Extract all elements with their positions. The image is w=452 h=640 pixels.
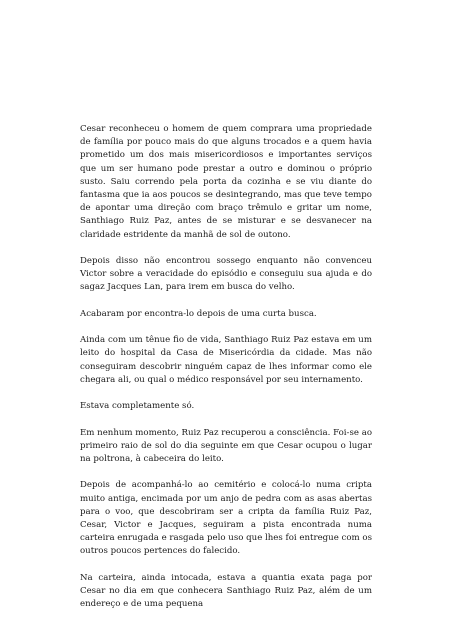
paragraph: Cesar reconheceu o homem de quem comprara uma propriedade de família por pouco mais do que alguns trocados e a quem havia prometido um dos mais misericordiosos e importantes serviços que um ser humano pode prestar a outro e dominou o próprio susto. Saiu correndo pela porta da cozinha e se viu diante do fantasma que ia aos poucos se desintegrando, mas que teve tempo de apontar uma direção com braço trêmulo e gritar um nome, Santhiago Ruiz Paz, antes de se misturar e se desvanecer na claridade estridente da manhã de sol de outono. (80, 124, 372, 240)
paragraph: Acabaram por encontra-lo depois de uma curta busca. (80, 308, 317, 319)
paragraph: Depois disso não encontrou sossego enquanto não convenceu Victor sobre a veracidade do episódio e conseguiu sua ajuda e do sagaz Jacques Lan, para irem em busca do velho. (80, 256, 372, 293)
paragraph: Estava completamente só. (80, 401, 195, 412)
paragraph: Na carteira, ainda intocada, estava a quantia exata paga por Cesar no dia em que conhecera Santhiago Ruiz Paz, além de um endereço e de uma pequena (80, 572, 372, 610)
paragraph: Depois de acompanhá-lo ao cemitério e colocá-lo numa cripta muito antiga, encimada por um anjo de pedra com as asas abertas para o voo, que descobriram ser a cripta da família Ruiz Paz, Cesar, Victor e Jacques, seguiram a pista encontrada numa carteira enrugada e rasgada pelo uso que lhes foi entregue com os outros poucos pertences do falecido. (80, 480, 372, 557)
paragraph: Em nenhum momento, Ruiz Paz recuperou a consciência. Foi-se ao primeiro raio de sol do dia seguinte em que Cesar ocupou o lugar na poltrona, à cabeceira do leito. (80, 427, 372, 464)
body-text (80, 123, 372, 625)
paragraph: Ainda com um tênue fio de vida, Santhiago Ruiz Paz estava em um leito do hospital da Casa de Misericórdia da cidade. Mas não conseguiram descobrir ninguém capaz de lhes informar como ele chegara ali, ou qual o médico responsável por seu internamento. (80, 335, 372, 385)
